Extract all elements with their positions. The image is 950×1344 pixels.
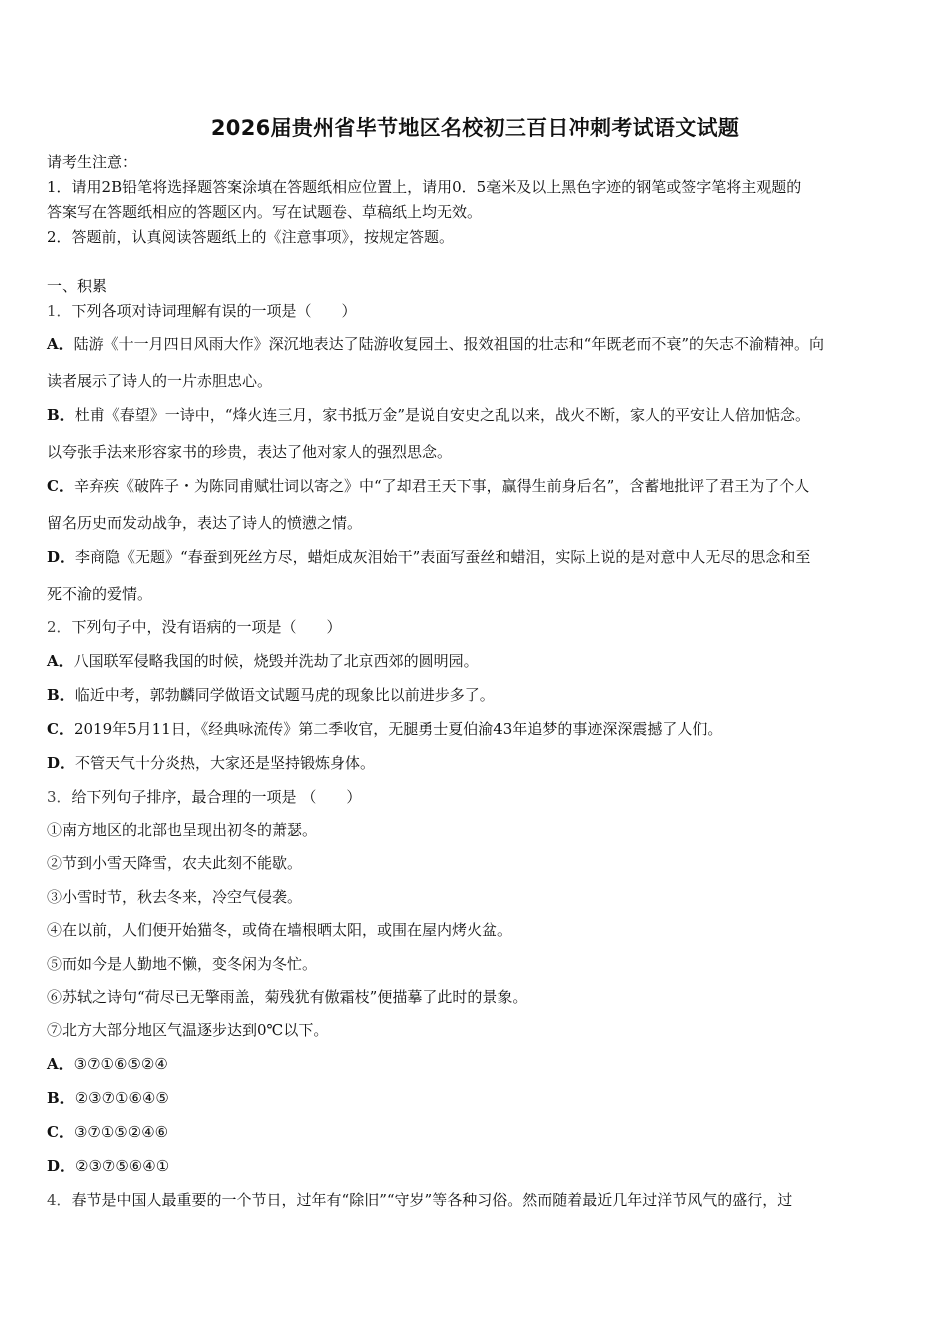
q2-option-c: [47, 719, 912, 739]
option-text: ③⑦①⑥⑤②④: [73, 1055, 168, 1073]
q1-option-c-line-2: 留名历史而发动战争，表达了诗人的愤懑之情。: [47, 514, 363, 532]
option-label: D．: [47, 548, 76, 566]
option-text: 不管天气十分炎热，大家还是坚持锻炼身体。: [75, 754, 376, 772]
option-label: C．: [47, 720, 74, 738]
question-3-stem: [47, 787, 912, 807]
option-label: A．: [47, 1055, 74, 1073]
q2-option-b: [47, 685, 912, 705]
question-text: 给下列句子排序，最合理的一项是 （ ）: [71, 788, 362, 806]
q3-option-b: [47, 1088, 912, 1108]
q1-option-b-line-2: 以夸张手法来形容家书的珍贵，表达了他对家人的强烈思念。: [47, 443, 453, 461]
option-text: 陆游《十一月四日风雨大作》深沉地表达了陆游收复园土、报效祖国的壮志和“年既老而不衰”的矢志不渝精神。向: [73, 335, 824, 353]
q1-option-d-line-1: [47, 547, 912, 567]
q3-sentence-3: ③小雪时节，秋去冬来，冷空气侵袭。: [47, 888, 303, 906]
q3-sentence-2: ②节到小雪天降雪，农夫此刻不能歇。: [47, 854, 303, 872]
option-text: ③⑦①⑤②④⑥: [73, 1123, 169, 1141]
question-number: 4．: [47, 1191, 72, 1209]
q1-option-b-line-1: [47, 405, 912, 425]
question-number: 2．: [47, 618, 72, 636]
question-1-stem: [47, 301, 912, 321]
q1-option-a-line-1: [47, 334, 912, 354]
option-label: D．: [47, 754, 76, 772]
option-label: B．: [47, 1089, 75, 1107]
option-text: ②③⑦⑤⑥④①: [75, 1157, 170, 1175]
notice-item-1-line-1: 1．请用2B铅笔将选择题答案涂填在答题纸相应位置上，请用0．5毫米及以上黑色字迹的钢笔或签字笔将主观题的: [47, 178, 802, 196]
q2-option-a: [47, 651, 912, 671]
option-label: C．: [47, 1123, 74, 1141]
notice-item-1-line-2: 答案写在答题纸相应的答题区内。写在试题卷、草稿纸上均无效。: [47, 203, 483, 221]
notice-heading: 请考生注意：: [47, 153, 138, 171]
question-text: 下列各项对诗词理解有误的一项是（ ）: [71, 302, 357, 320]
option-text: 杜甫《春望》一诗中，“烽火连三月，家书抵万金”是说自安史之乱以来，战火不断，家人的平安让人倍加惦念。: [74, 406, 811, 424]
question-number: 1．: [47, 302, 72, 320]
option-label: B．: [47, 406, 75, 424]
option-text: ②③⑦①⑥④⑤: [74, 1089, 169, 1107]
notice-item-2: 2．答题前，认真阅读答题纸上的《注意事项》，按规定答题。: [47, 228, 455, 246]
q3-sentence-7: ⑦北方大部分地区气温逐步达到0℃以下。: [47, 1021, 329, 1039]
option-text: 临近中考，郭勃麟同学做语文试题马虎的现象比以前进步多了。: [74, 686, 495, 704]
q3-sentence-5: ⑤而如今是人勤地不懒，变冬闲为冬忙。: [47, 955, 318, 973]
q3-option-a: [47, 1054, 912, 1074]
question-4-stem: [47, 1190, 912, 1210]
option-label: A．: [47, 335, 74, 353]
q1-option-d-line-2: 死不渝的爱情。: [47, 585, 153, 603]
option-text: 李商隐《无题》“春蚕到死丝方尽，蜡炬成灰泪始干”表面写蚕丝和蜡泪，实际上说的是对意中人无尽的思念和至: [75, 548, 811, 566]
q3-sentence-4: ④在以前，人们便开始猫冬，或倚在墙根晒太阳，或围在屋内烤火盆。: [47, 921, 513, 939]
option-text: 八国联军侵略我国的时候，烧毁并洗劫了北京西郊的圆明园。: [73, 652, 479, 670]
q1-option-a-line-2: 读者展示了诗人的一片赤胆忠心。: [47, 372, 273, 390]
option-text: 2019年5月11日，《经典咏流传》第二季收官，无腿勇士夏伯渝43年追梦的事迹深深震撼了人们。: [73, 720, 723, 738]
q3-option-d: [47, 1156, 912, 1176]
q3-sentence-1: ①南方地区的北部也呈现出初冬的萧瑟。: [47, 821, 318, 839]
option-label: D．: [47, 1157, 76, 1175]
q2-option-d: [47, 753, 912, 773]
question-text: 春节是中国人最重要的一个节日，过年有“除旧”“守岁”等各种习俗。然而随着最近几年过洋节风气的盛行，过: [71, 1191, 793, 1209]
question-number: 3．: [47, 788, 72, 806]
option-label: C．: [47, 477, 74, 495]
q3-sentence-6: ⑥苏轼之诗句“荷尽已无擎雨盖，菊残犹有傲霜枝”便描摹了此时的景象。: [47, 988, 528, 1006]
q1-option-c-line-1: [47, 476, 912, 496]
q3-option-c: [47, 1122, 912, 1142]
section-heading: 一、积累: [47, 277, 108, 295]
page-title: 2026届贵州省毕节地区名校初三百日冲刺考试语文试题: [210, 116, 740, 140]
option-label: B．: [47, 686, 75, 704]
option-text: 辛弃疾《破阵子・为陈同甫赋壮词以寄之》中“了却君王天下事，赢得生前身后名”，含蓄地批评了君王为了个人: [73, 477, 810, 495]
question-text: 下列句子中，没有语病的一项是（ ）: [71, 618, 342, 636]
option-label: A．: [47, 652, 74, 670]
question-2-stem: [47, 617, 912, 637]
